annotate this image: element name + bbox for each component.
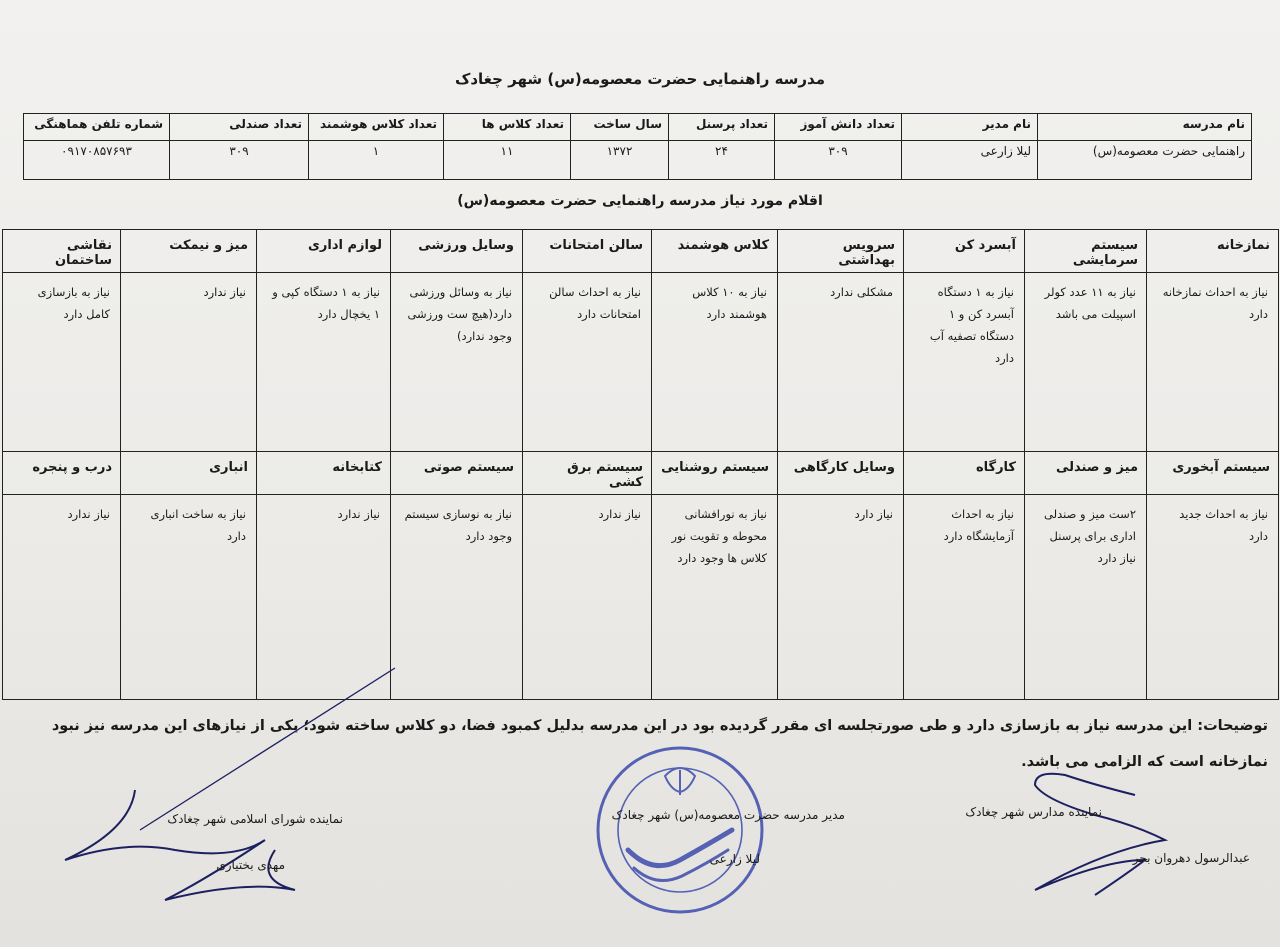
info-value-staff: ۲۴	[669, 141, 775, 180]
needs-value: نیاز به نوسازی سیستم وجود دارد	[391, 495, 523, 700]
needs-value: ۲ست میز و صندلی اداری برای پرسنل نیاز دارد	[1025, 495, 1147, 700]
needs-value: نیاز به بازسازی کامل دارد	[3, 273, 121, 452]
signature-left-name: مهدی بختیاری	[216, 858, 285, 872]
needs-value: نیاز ندارد	[257, 495, 391, 700]
signature-center-name: لیلا زارعی	[709, 852, 760, 866]
needs-header: لوازم اداری	[257, 230, 391, 273]
needs-header: نمازخانه	[1147, 230, 1279, 273]
needs-value: نیاز به ۱۰ کلاس هوشمند دارد	[652, 273, 778, 452]
needs-value: نیاز به وسائل ورزشی دارد(هیچ ست ورزشی وجود ندارد)	[391, 273, 523, 452]
needs-value: نیاز ندارد	[121, 273, 257, 452]
needs-header: سیستم برق کشی	[523, 452, 652, 495]
needs-header: میز و صندلی	[1025, 452, 1147, 495]
needs-value: نیاز به ۱۱ عدد کولر اسپیلت می باشد	[1025, 273, 1147, 452]
info-header-classes: تعداد کلاس ها	[444, 114, 571, 141]
needs-header: سالن امتحانات	[523, 230, 652, 273]
info-header-phone: شماره تلفن هماهنگی	[24, 114, 170, 141]
needs-header: کارگاه	[904, 452, 1025, 495]
needs-header: سیستم روشنایی	[652, 452, 778, 495]
needs-header: نقاشی ساختمان	[3, 230, 121, 273]
info-header-build-year: سال ساخت	[571, 114, 669, 141]
needs-value: نیاز ندارد	[523, 495, 652, 700]
needs-header: درب و پنجره	[3, 452, 121, 495]
info-value-smart-classes: ۱	[309, 141, 444, 180]
info-value-chairs: ۳۰۹	[170, 141, 309, 180]
info-header-smart-classes: تعداد کلاس هوشمند	[309, 114, 444, 141]
needs-header: سیستم صوتی	[391, 452, 523, 495]
needs-header: میز و نیمکت	[121, 230, 257, 273]
needs-header: انباری	[121, 452, 257, 495]
needs-header: سیستم آبخوری	[1147, 452, 1279, 495]
info-value-students: ۳۰۹	[775, 141, 902, 180]
needs-header: وسایل ورزشی	[391, 230, 523, 273]
needs-value: نیاز به احداث سالن امتحانات دارد	[523, 273, 652, 452]
signature-left-title: نماینده شورای اسلامی شهر چغادک	[167, 812, 343, 826]
info-header-school-name: نام مدرسه	[1038, 114, 1252, 141]
needs-value: نیاز دارد	[778, 495, 904, 700]
needs-value: نیاز به احداث نمازخانه دارد	[1147, 273, 1279, 452]
needs-value: نیاز به ۱ دستگاه آبسرد کن و ۱ دستگاه تصفیه آب دارد	[904, 273, 1025, 452]
needs-value: نیاز به ساخت انباری دارد	[121, 495, 257, 700]
info-header-chairs: تعداد صندلی	[170, 114, 309, 141]
signature-center-title: مدیر مدرسه حضرت معصومه(س) شهر چغادک	[611, 808, 845, 822]
official-stamp	[598, 748, 762, 912]
needs-subtitle: اقلام مورد نیاز مدرسه راهنمایی حضرت معصومه(س)	[457, 193, 823, 209]
info-header-staff: تعداد پرسنل	[669, 114, 775, 141]
needs-header: کلاس هوشمند	[652, 230, 778, 273]
info-header-principal: نام مدیر	[902, 114, 1038, 141]
document-title: مدرسه راهنمایی حضرت معصومه(س) شهر چغادک	[454, 70, 826, 88]
notes-paragraph: توضیحات: این مدرسه نیاز به بازسازی دارد و طی صورتجلسه ای مقرر گردیده بود در این مدرسه بدلیل کمبود فضا، دو کلاس ساخته شود؛ یکی از نیازهای این مدرسه نیز نبود نمازخانه است که الزامی می باشد.	[51, 718, 1268, 770]
signature-right-title: نماینده مدارس شهر چغادک	[965, 805, 1102, 819]
needs-header: سرویس بهداشتی	[778, 230, 904, 273]
needs-value: نیاز به احداث جدید دارد	[1147, 495, 1279, 700]
needs-value: نیاز به احداث آزمایشگاه دارد	[904, 495, 1025, 700]
pen-stroke-line	[140, 668, 395, 830]
needs-value: نیاز ندارد	[3, 495, 121, 700]
info-value-school-name: راهنمایی حضرت معصومه(س)	[1038, 141, 1252, 180]
signature-left	[65, 790, 295, 900]
needs-header: وسایل کارگاهی	[778, 452, 904, 495]
needs-value: مشکلی ندارد	[778, 273, 904, 452]
needs-value: نیاز به ۱ دستگاه کپی و ۱ یخچال دارد	[257, 273, 391, 452]
needs-value: نیاز به نورافشانی محوطه و تقویت نور کلاس ها وجود دارد	[652, 495, 778, 700]
needs-header: آبسرد کن	[904, 230, 1025, 273]
signature-right	[1035, 774, 1165, 895]
needs-header: کتابخانه	[257, 452, 391, 495]
info-value-principal: لیلا زارعی	[902, 141, 1038, 180]
info-value-phone: ۰۹۱۷۰۸۵۷۶۹۳	[24, 141, 170, 180]
info-value-classes: ۱۱	[444, 141, 571, 180]
needs-header: سیستم سرمایشی	[1025, 230, 1147, 273]
info-header-students: تعداد دانش آموز	[775, 114, 902, 141]
info-value-build-year: ۱۳۷۲	[571, 141, 669, 180]
signature-right-name: عبدالرسول دهروان بحر	[1132, 851, 1250, 865]
